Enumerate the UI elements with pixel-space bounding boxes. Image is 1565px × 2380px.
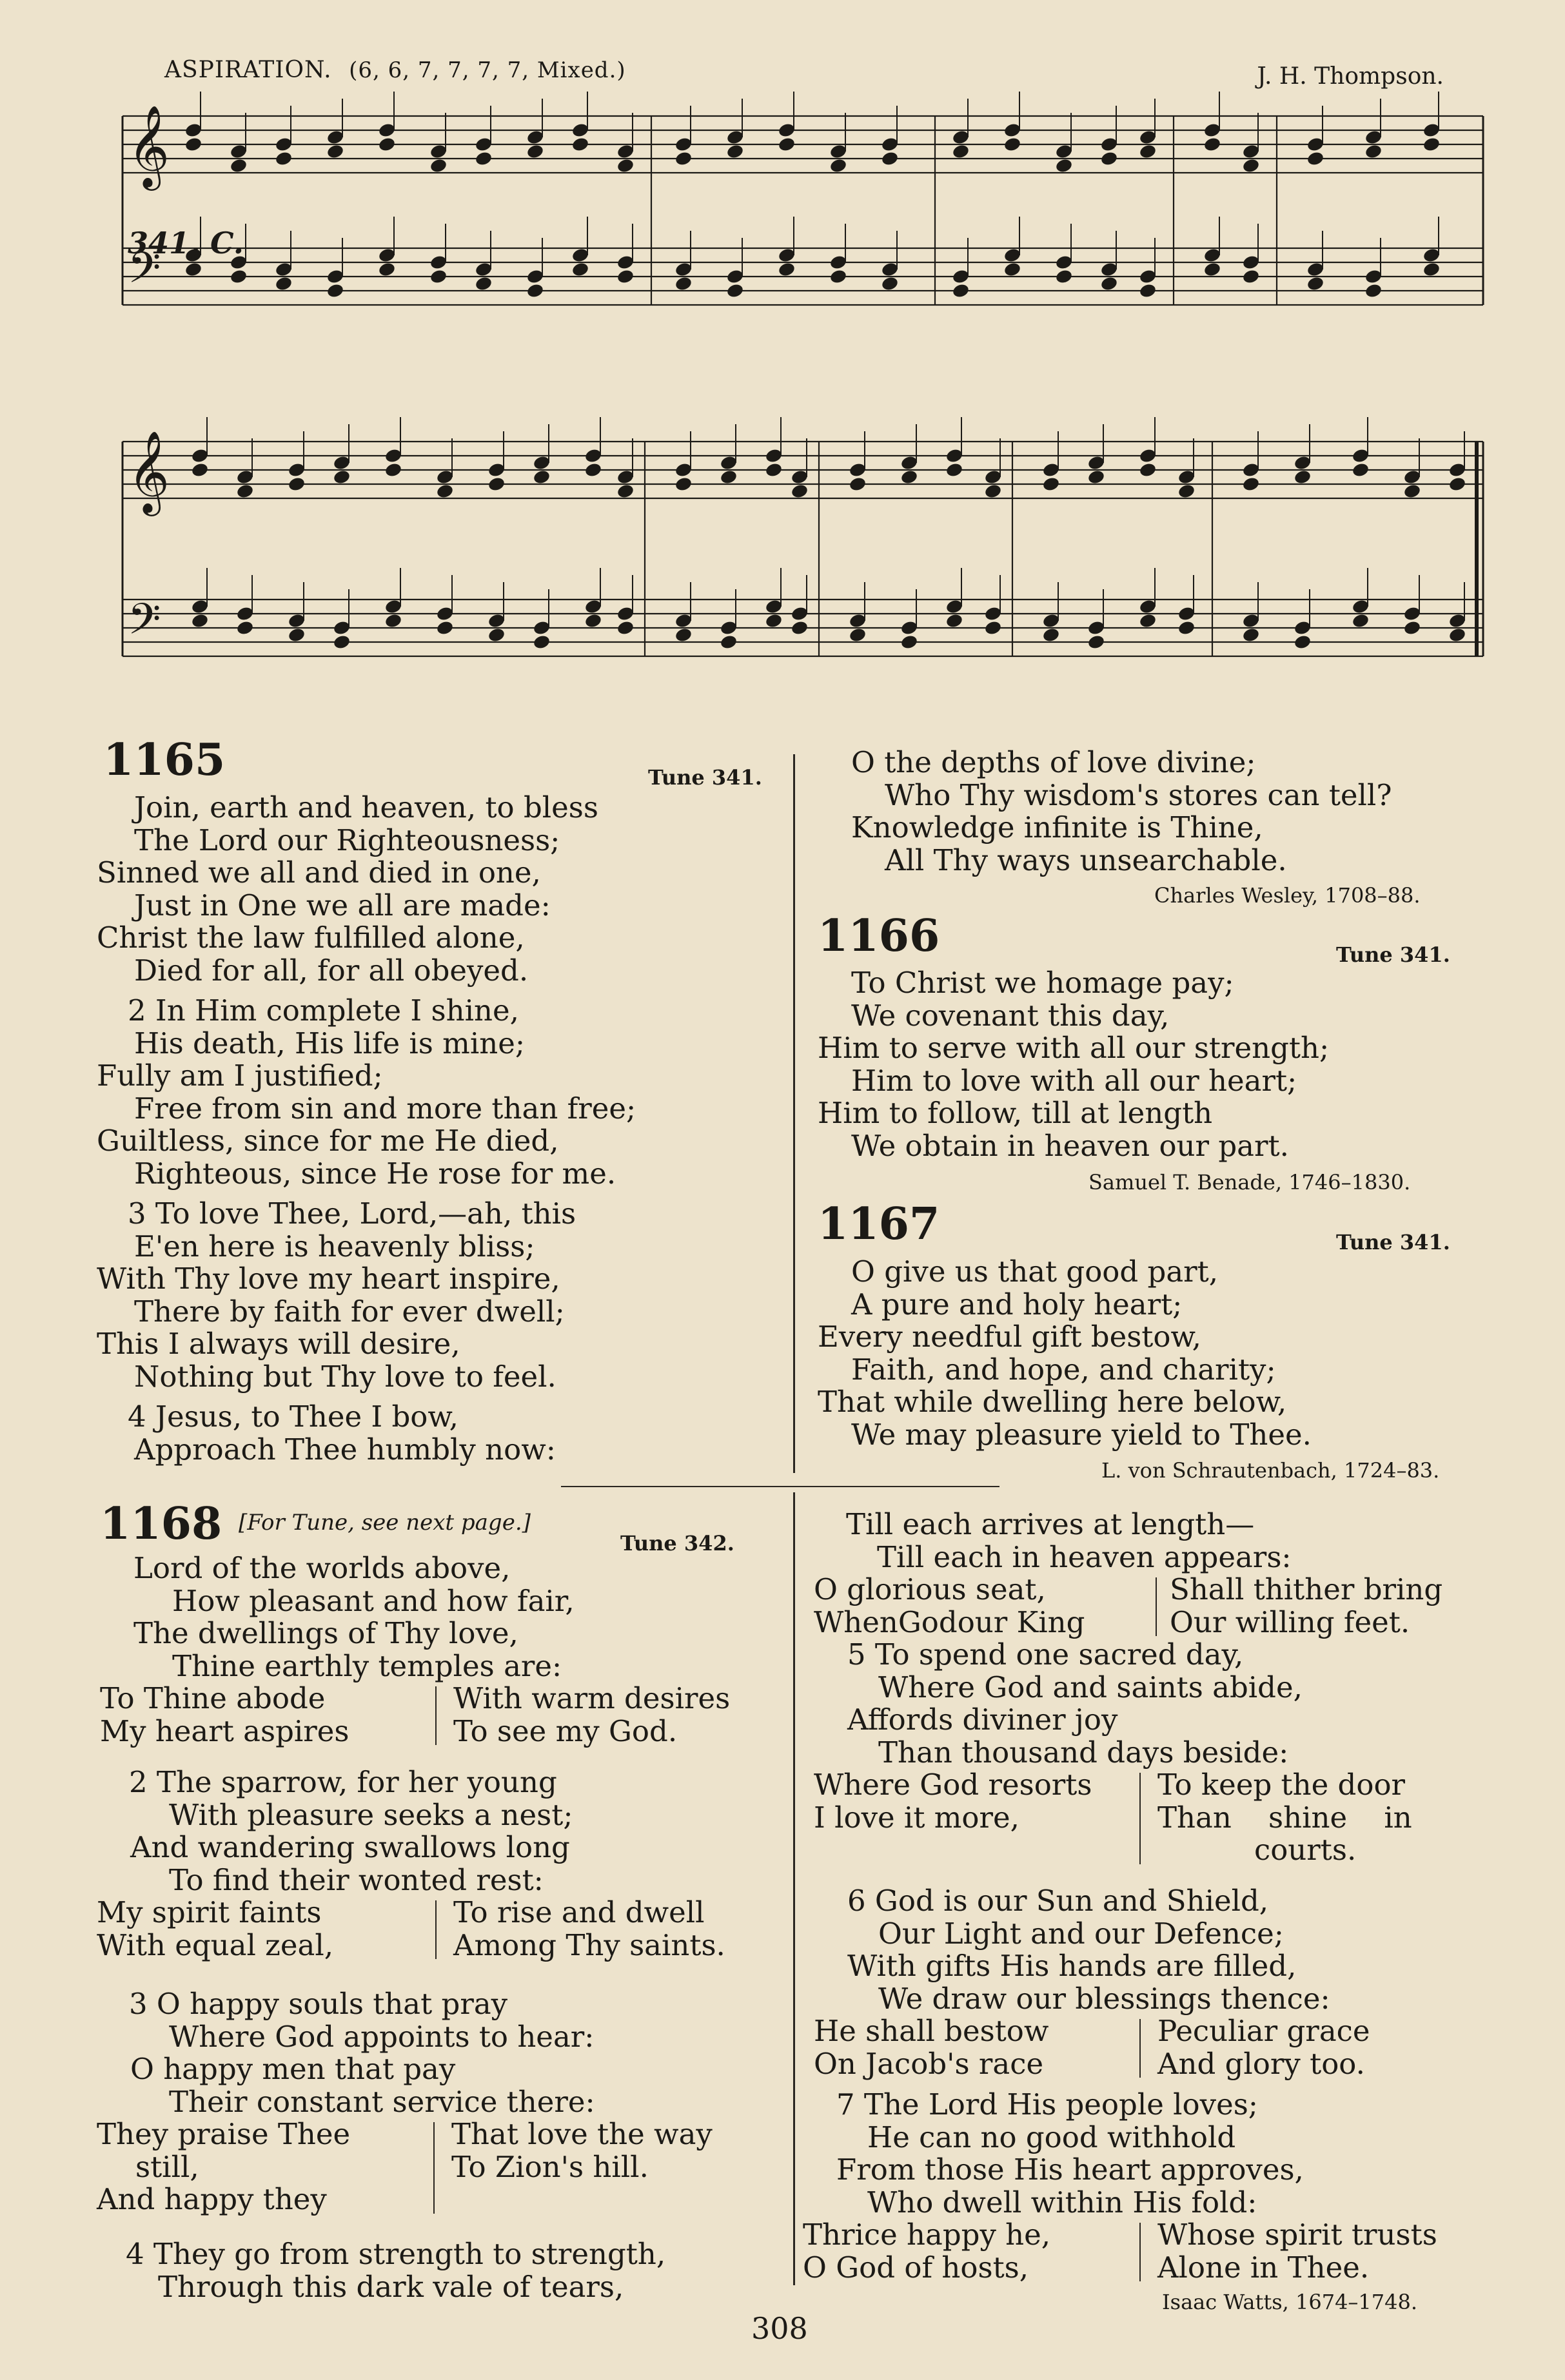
- verse-line: Thine earthly temples are:: [172, 1648, 562, 1683]
- verse-line: To Christ we homage pay;: [851, 966, 1234, 1000]
- verse-line: 3 O happy souls that pray: [129, 1987, 508, 2021]
- verse-line: 7 The Lord His people loves;: [836, 2087, 1258, 2122]
- verse-line: Guiltless, since for me He died,: [97, 1124, 559, 1158]
- verse-line: Our Light and our Defence;: [878, 1916, 1284, 1951]
- verse-line: We covenant this day,: [851, 998, 1170, 1033]
- section-divider: [561, 1486, 999, 1487]
- verse-line: 5 To spend one sacred day,: [847, 1637, 1244, 1672]
- split-right-line: Whose spirit trusts: [1157, 2218, 1437, 2252]
- verse-line: We obtain in heaven our part.: [851, 1128, 1289, 1163]
- verse-line: Fully am I justified;: [97, 1058, 383, 1093]
- verse-line: Where God appoints to hear:: [169, 2019, 595, 2054]
- split-left-line: WhenGodour King: [814, 1605, 1085, 1639]
- split-left-line: I love it more,: [814, 1800, 1019, 1835]
- verse-line: He can no good withhold: [867, 2120, 1236, 2154]
- verse-line: Christ the law fulfilled alone,: [97, 921, 525, 955]
- split-right-line: With warm desires: [453, 1681, 731, 1715]
- hymn-number-1165: 1165: [103, 734, 226, 786]
- split-left-line: He shall bestow: [814, 2014, 1049, 2048]
- verse-line: Approach Thee humbly now:: [134, 1432, 556, 1467]
- split-left-line: Where God resorts: [814, 1768, 1092, 1802]
- split-left-line: O God of hosts,: [803, 2250, 1029, 2285]
- verse-line: Just in One we all are made:: [134, 888, 551, 922]
- split-right-line: Our willing feet.: [1170, 1605, 1410, 1639]
- verse-line: Nothing but Thy love to feel.: [134, 1359, 556, 1394]
- svg-text:𝄢: 𝄢: [128, 594, 161, 654]
- svg-text:𝄢: 𝄢: [128, 243, 161, 303]
- tune-ref-1168: Tune 342.: [620, 1531, 734, 1556]
- verse-line: Free from sin and more than free;: [134, 1091, 636, 1126]
- split-divider: [435, 1900, 437, 1959]
- hymn-1168-author: Isaac Watts, 1674–1748.: [1162, 2290, 1418, 2314]
- split-right-line: To Zion's hill.: [451, 2149, 649, 2184]
- verse-line: This I always will desire,: [97, 1327, 460, 1361]
- split-divider: [1139, 1773, 1141, 1864]
- verse-line: A pure and holy heart;: [851, 1287, 1183, 1322]
- split-left-line: And happy they: [97, 2182, 327, 2216]
- verse-line: Every needful gift bestow,: [818, 1320, 1201, 1354]
- split-left-line: My heart aspires: [100, 1713, 349, 1748]
- verse-line: With Thy love my heart inspire,: [97, 1262, 560, 1296]
- split-right-line: To keep the door: [1157, 1768, 1406, 1802]
- hymn-number-1167: 1167: [818, 1198, 940, 1250]
- split-right-line: And glory too.: [1157, 2046, 1365, 2081]
- tune-name: ASPIRATION.: [164, 57, 332, 83]
- split-right-line: Among Thy saints.: [453, 1927, 725, 1962]
- split-left-line: O glorious seat,: [814, 1572, 1046, 1606]
- music-score: [116, 90, 1502, 728]
- verse-line: Lord of the worlds above,: [133, 1551, 511, 1585]
- split-left-line: still,: [135, 2149, 199, 2184]
- tune-note-1168: [For Tune, see next page.]: [239, 1510, 531, 1536]
- verse-line: Him to love with all our heart;: [851, 1063, 1297, 1098]
- split-divider: [1139, 2223, 1141, 2281]
- hymn-1165-author: Charles Wesley, 1708–88.: [1154, 883, 1421, 908]
- tune-header: [164, 57, 626, 83]
- split-right-line: courts.: [1254, 1833, 1357, 1867]
- verse-line: Him to serve with all our strength;: [818, 1031, 1330, 1065]
- verse-line: With gifts His hands are filled,: [847, 1949, 1297, 1983]
- split-left-line: Thrice happy he,: [803, 2218, 1051, 2252]
- verse-line: 4 Jesus, to Thee I bow,: [128, 1400, 458, 1434]
- hymn-number-1166: 1166: [818, 910, 940, 962]
- verse-line: Affords diviner joy: [847, 1702, 1118, 1737]
- verse-line: 3 To love Thee, Lord,—ah, this: [128, 1196, 576, 1231]
- verse-line: 6 God is our Sun and Shield,: [847, 1884, 1269, 1918]
- verse-line: 2 In Him complete I shine,: [128, 993, 519, 1028]
- split-right-line: Alone in Thee.: [1157, 2250, 1370, 2285]
- split-right-line: Than shine in: [1157, 1800, 1412, 1835]
- split-divider: [433, 2122, 435, 2214]
- split-divider: [1156, 1577, 1157, 1636]
- split-left-line: On Jacob's race: [814, 2046, 1044, 2081]
- split-left-line: They praise Thee: [97, 2117, 351, 2151]
- verse-line: With pleasure seeks a nest;: [169, 1797, 573, 1832]
- tune-ref-1166: Tune 341.: [1336, 942, 1450, 967]
- verse-line: From those His heart approves,: [836, 2152, 1304, 2187]
- verse-line: O happy men that pay: [130, 2052, 456, 2086]
- verse-line: There by faith for ever dwell;: [134, 1294, 565, 1329]
- hymn-1166-author: Samuel T. Benade, 1746–1830.: [1088, 1170, 1411, 1195]
- verse-line: Who dwell within His fold:: [867, 2185, 1257, 2219]
- tune-ref-1165: Tune 341.: [648, 765, 762, 790]
- split-left-line: My spirit faints: [97, 1895, 322, 1929]
- svg-text:𝄞: 𝄞: [128, 104, 170, 187]
- verse-line: Join, earth and heaven, to bless: [134, 790, 598, 824]
- page-number: 308: [751, 2311, 808, 2346]
- split-left-line: To Thine abode: [100, 1681, 326, 1715]
- verse-line: Than thousand days beside:: [878, 1735, 1289, 1770]
- verse-line: Died for all, for all obeyed.: [134, 953, 529, 988]
- tune-number-label: 341, C.: [128, 226, 244, 260]
- verse-line: O give us that good part,: [851, 1254, 1219, 1289]
- split-divider: [435, 1686, 437, 1745]
- verse-line: The dwellings of Thy love,: [133, 1616, 518, 1650]
- verse-line: To find their wonted rest:: [169, 1862, 544, 1897]
- split-right-line: Peculiar grace: [1157, 2014, 1370, 2048]
- split-right-line: That love the way: [451, 2117, 713, 2151]
- svg-text:𝄞: 𝄞: [128, 430, 170, 512]
- verse-line: All Thy ways unsearchable.: [885, 843, 1287, 877]
- verse-line: Where God and saints abide,: [878, 1670, 1303, 1704]
- verse-line: Through this dark vale of tears,: [158, 2269, 624, 2304]
- split-right-line: To rise and dwell: [453, 1895, 705, 1929]
- column-divider-bottom: [793, 1492, 795, 2285]
- tune-ref-1167: Tune 341.: [1336, 1230, 1450, 1254]
- verse-line: 2 The sparrow, for her young: [129, 1765, 557, 1799]
- verse-line: His death, His life is mine;: [134, 1026, 526, 1060]
- verse-line: Knowledge infinite is Thine,: [851, 810, 1263, 844]
- verse-line: Who Thy wisdom's stores can tell?: [885, 777, 1392, 812]
- verse-line: That while dwelling here below,: [818, 1385, 1287, 1419]
- verse-line: How pleasant and how fair,: [172, 1583, 575, 1618]
- verse-line: Faith, and hope, and charity;: [851, 1352, 1276, 1387]
- composer: J. H. Thompson.: [1257, 63, 1444, 90]
- verse-line: O the depths of love divine;: [851, 745, 1256, 779]
- verse-line: Their constant service there:: [169, 2084, 595, 2119]
- split-divider: [1139, 2019, 1141, 2078]
- verse-line: Righteous, since He rose for me.: [134, 1156, 616, 1191]
- split-left-line: With equal zeal,: [97, 1927, 334, 1962]
- split-right-line: To see my God.: [453, 1713, 678, 1748]
- tune-meter: (6, 6, 7, 7, 7, 7, Mixed.): [349, 57, 626, 83]
- split-right-line: Shall thither bring: [1170, 1572, 1443, 1606]
- verse-line: E'en here is heavenly bliss;: [134, 1229, 535, 1263]
- hymn-1167-author: L. von Schrautenbach, 1724–83.: [1101, 1458, 1440, 1483]
- column-divider-top: [793, 754, 795, 1473]
- verse-line: We may pleasure yield to Thee.: [851, 1417, 1312, 1452]
- hymn-number-1168: 1168: [100, 1498, 222, 1550]
- verse-line: The Lord our Righteousness;: [134, 823, 560, 857]
- verse-line: Till each in heaven appears:: [877, 1539, 1292, 1574]
- verse-line: Him to follow, till at length: [818, 1096, 1213, 1130]
- verse-line: And wandering swallows long: [130, 1830, 570, 1864]
- verse-line: Sinned we all and died in one,: [97, 855, 541, 890]
- verse-line: 4 They go from strength to strength,: [126, 2237, 666, 2271]
- verse-line: We draw our blessings thence:: [878, 1981, 1330, 2016]
- verse-line: Till each arrives at length—: [846, 1507, 1255, 1541]
